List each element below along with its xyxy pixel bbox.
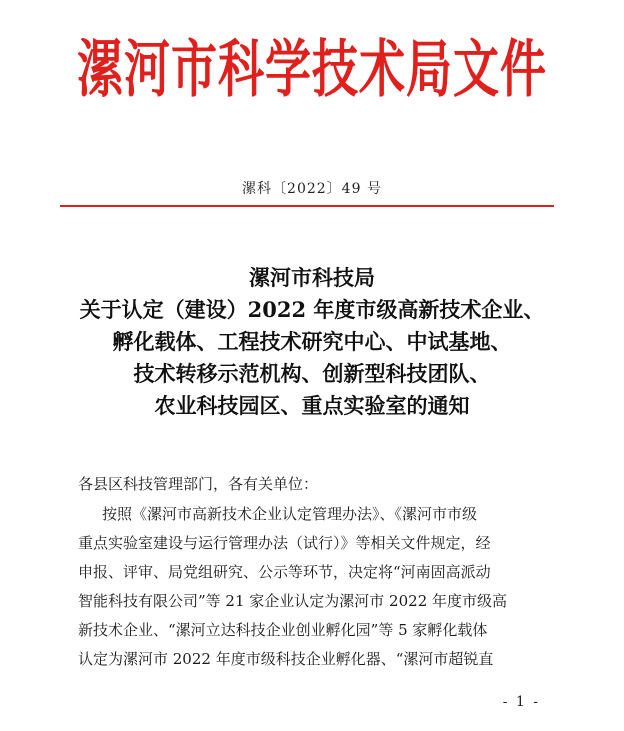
notice-title bbox=[0, 262, 624, 422]
paragraph-line: 按照《漯河市高新技术企业认定管理办法》、《漯河市市级 bbox=[102, 505, 478, 523]
header-divider bbox=[60, 205, 554, 207]
paragraph-line: 智能科技有限公司”等 21 家企业认定为漯河市 2022 年度市级高 bbox=[78, 592, 508, 610]
body-paragraph bbox=[78, 500, 558, 674]
title-line: 孵化载体、工程技术研究中心、中试基地、 bbox=[112, 329, 512, 354]
paragraph-line: 新技术企业、“漯河立达科技企业创业孵化园”等 5 家孵化载体 bbox=[78, 621, 488, 639]
paragraph-line: 申报、评审、局党组研究、公示等环节，决定将“河南固高派动 bbox=[78, 563, 491, 581]
document-header-title: 漯河市科学技术局文件 bbox=[77, 32, 547, 106]
paragraph-line: 认定为漯河市 2022 年度市级科技企业孵化器、“漯河市超锐直 bbox=[78, 650, 494, 668]
title-line: 关于认定（建设）2022 年度市级高新技术企业、 bbox=[79, 297, 545, 322]
title-line: 漯河市科技局 bbox=[249, 265, 375, 290]
title-line: 农业科技园区、重点实验室的通知 bbox=[154, 393, 470, 418]
document-number: 漯科〔2022〕49 号 bbox=[242, 181, 382, 197]
greeting-line: 各县区科技管理部门，各有关单位： bbox=[78, 475, 319, 493]
title-line: 技术转移示范机构、创新型科技团队、 bbox=[133, 361, 491, 386]
page-number: - 1 - bbox=[502, 694, 540, 710]
paragraph-line: 重点实验室建设与运行管理办法（试行）》等相关文件规定，经 bbox=[78, 534, 491, 552]
